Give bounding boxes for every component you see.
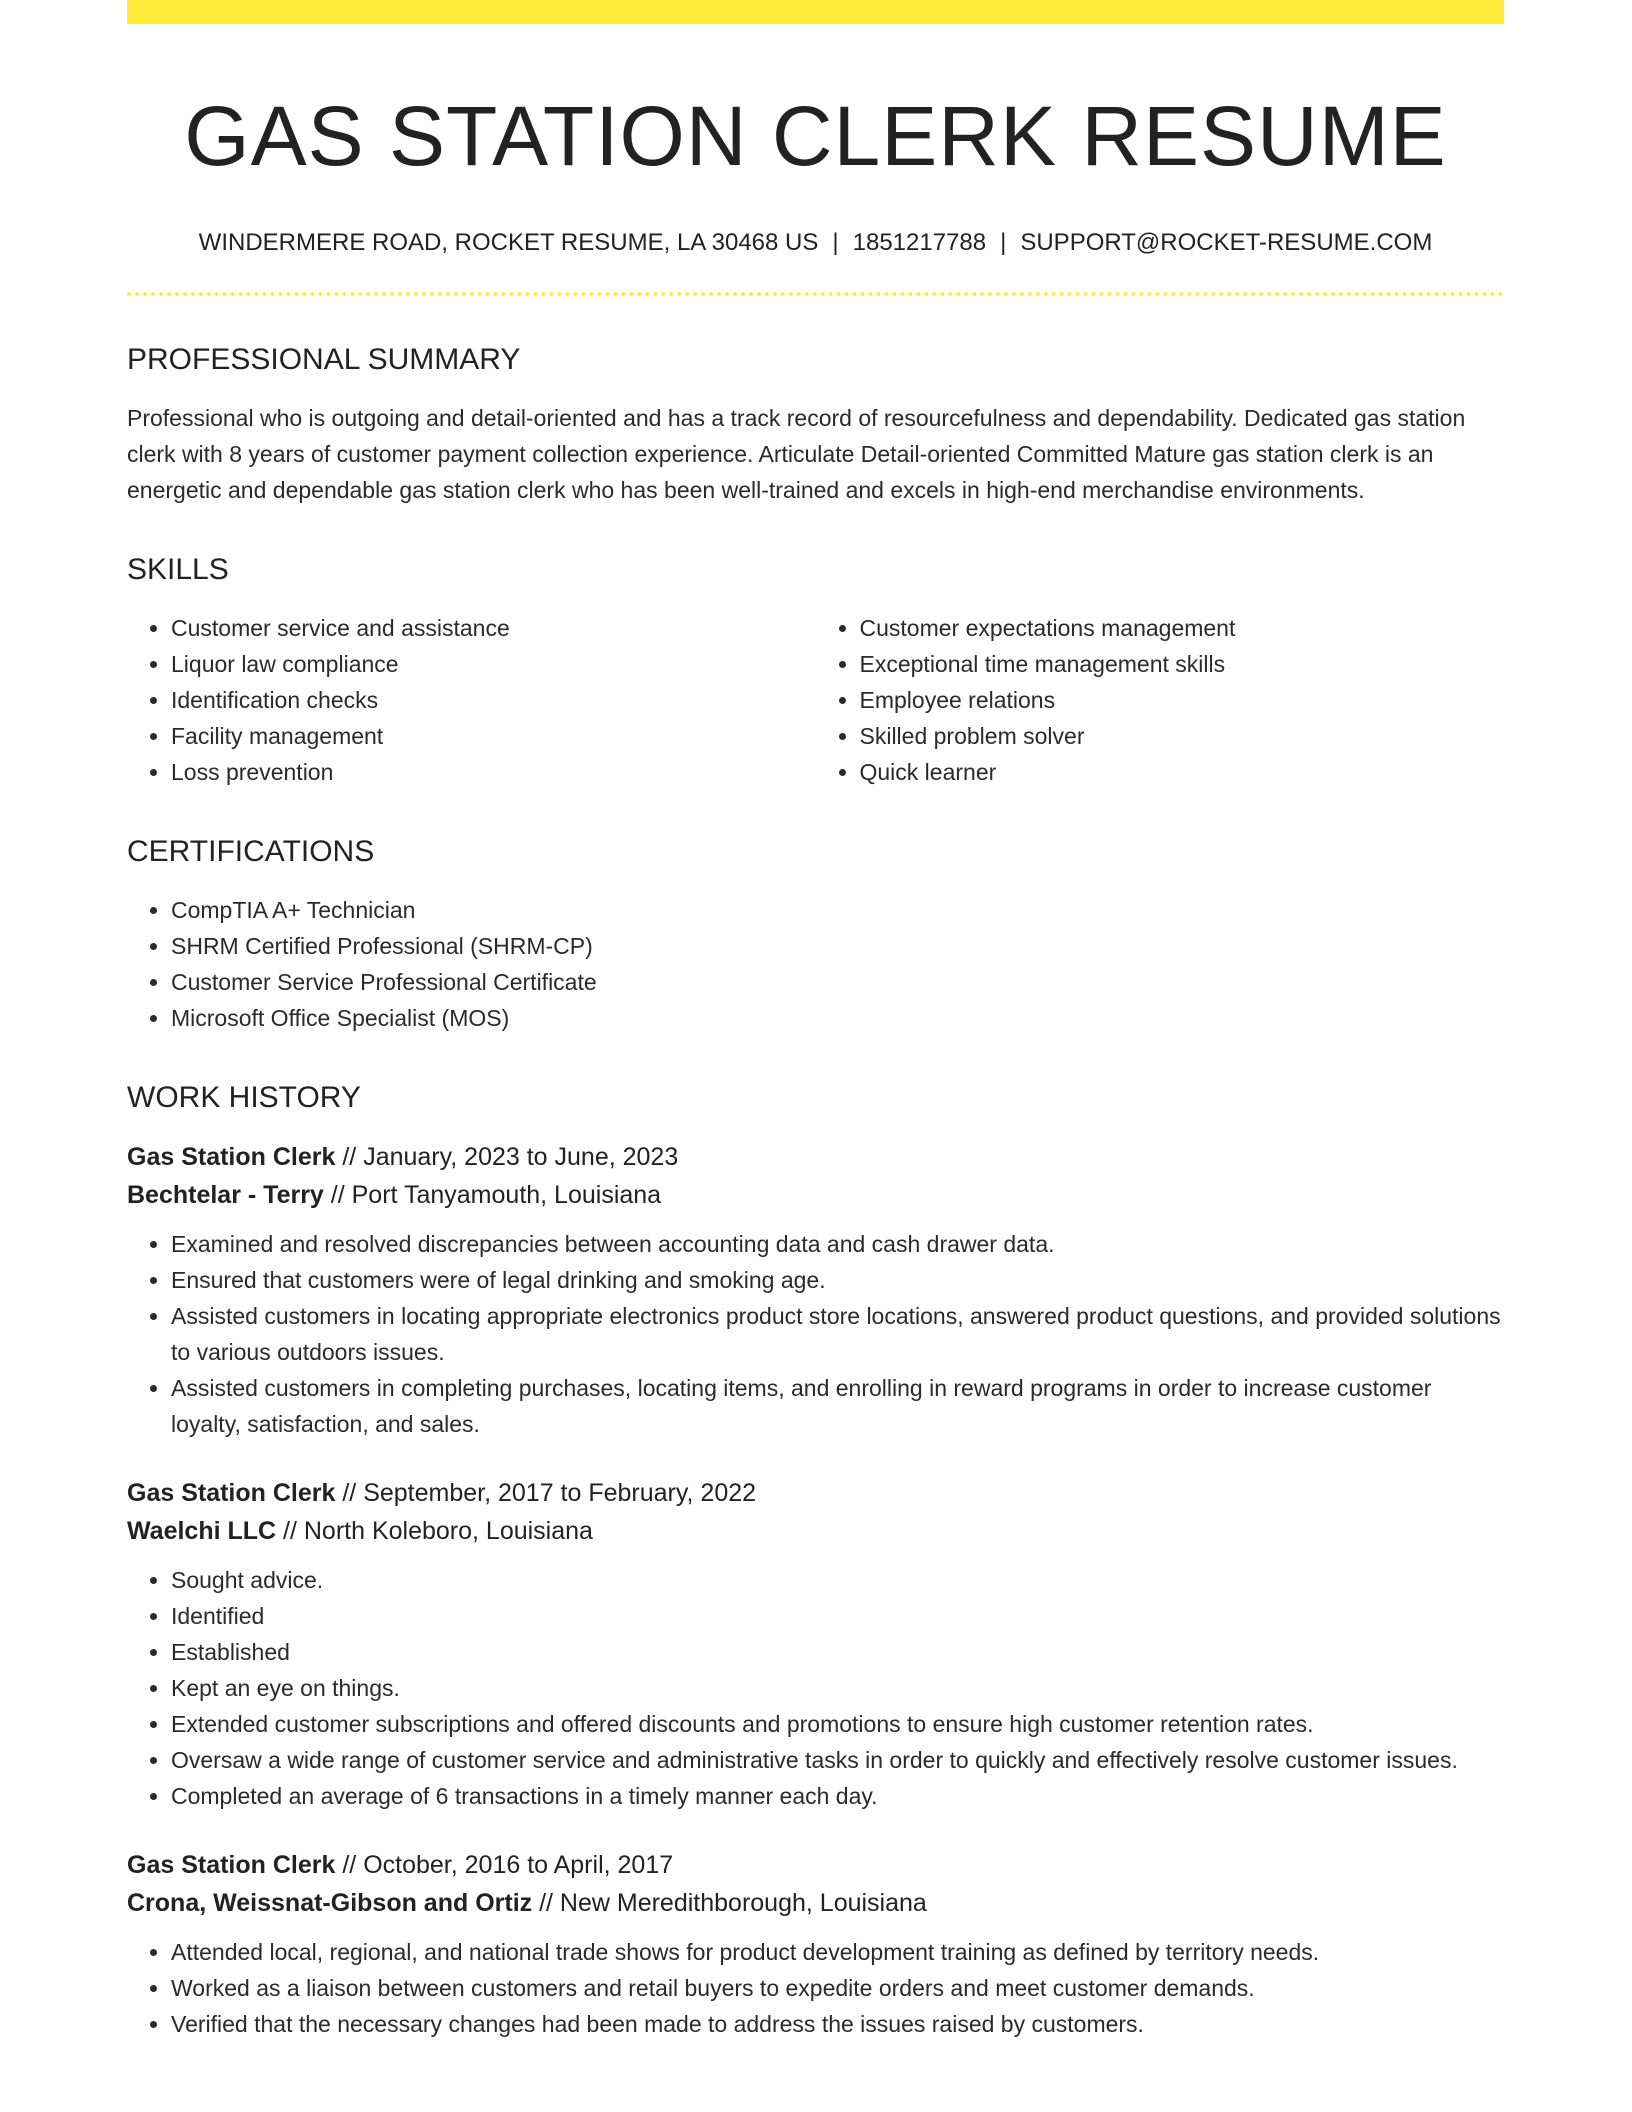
list-item: • Established [171,1634,1504,1670]
job-bullets [127,1934,1504,2042]
list-item: • SHRM Certified Professional (SHRM-CP) [171,928,1504,964]
list-item: • Quick learner [860,754,1505,790]
job-dates: // January, 2023 to June, 2023 [335,1142,679,1171]
list-item: • Kept an eye on things. [171,1670,1504,1706]
job-title: Gas Station Clerk [127,1850,336,1879]
list-item: • Completed an average of 6 transactions in a timely manner each day. [171,1778,1504,1814]
list-item: • Extended customer subscriptions and offered discounts and promotions to ensure high customer retention rates. [171,1706,1504,1742]
list-item: • Skilled problem solver [860,718,1505,754]
skills-columns [127,610,1504,790]
skills-heading: SKILLS [127,552,229,586]
list-item: • Customer Service Professional Certificate [171,964,1504,1000]
list-item: • Customer expectations management [860,610,1505,646]
job-company: Waelchi LLC [127,1516,277,1545]
job-location: // New Meredithborough, Louisiana [532,1888,927,1917]
summary-section [127,342,1504,508]
summary-heading: PROFESSIONAL SUMMARY [127,342,521,376]
summary-text: Professional who is outgoing and detail-oriented and has a track record of resourcefulness and dependability. Dedicated gas station clerk with 8 years of customer payment collection experience. Articulate Detail-oriented Committed Mature gas station clerk is an energetic and dependable gas station clerk who has been well-trained and excels in high-end merchandise environments. [127,404,1466,503]
list-item: • Examined and resolved discrepancies between accounting data and cash drawer data. [171,1226,1504,1262]
skills-section [127,552,1504,790]
job-title-line [127,1474,1504,1512]
list-item: • Facility management [171,718,816,754]
job-title-line [127,1138,1504,1176]
job-title-line [127,1846,1504,1884]
resume-title: GAS STATION CLERK RESUME [184,89,1447,183]
job-entry [127,1474,1504,1814]
job-location: // Port Tanyamouth, Louisiana [323,1180,662,1209]
list-item: • Identified [171,1598,1504,1634]
list-item: • Employee relations [860,682,1505,718]
list-item: • Worked as a liaison between customers and retail buyers to expedite orders and meet customer demands. [171,1970,1504,2006]
job-dates: // October, 2016 to April, 2017 [335,1850,674,1879]
job-company-line [127,1512,1504,1550]
list-item: • Exceptional time management skills [860,646,1505,682]
list-item: • Oversaw a wide range of customer service and administrative tasks in order to quickly and effectively resolve customer issues. [171,1742,1504,1778]
contact-email: SUPPORT@ROCKET-RESUME.COM [1020,228,1433,256]
job-entry [127,1138,1504,1442]
job-location: // North Koleboro, Louisiana [276,1516,593,1545]
job-bullets [127,1562,1504,1814]
accent-bar [127,0,1504,24]
list-item: • Ensured that customers were of legal drinking and smoking age. [171,1262,1504,1298]
work-history-heading: WORK HISTORY [127,1080,361,1114]
job-title: Gas Station Clerk [127,1478,336,1507]
list-item: • Attended local, regional, and national trade shows for product development training as defined by territory needs. [171,1934,1504,1970]
job-dates: // September, 2017 to February, 2022 [335,1478,757,1507]
contact-separator: | [1000,228,1007,256]
job-company-line [127,1884,1504,1922]
list-item: • Assisted customers in locating appropriate electronics product store locations, answered product questions, and provided solutions to various outdoors issues. [171,1298,1504,1370]
job-company: Bechtelar - Terry [127,1180,324,1209]
skills-list-left [127,610,816,790]
resume-page [127,0,1504,2074]
contact-separator: | [832,228,839,256]
list-item: • CompTIA A+ Technician [171,892,1504,928]
job-title: Gas Station Clerk [127,1142,336,1171]
certifications-section [127,834,1504,1036]
list-item: • Customer service and assistance [171,610,816,646]
contact-phone: 1851217788 [852,228,987,256]
list-item: • Liquor law compliance [171,646,816,682]
work-history-section [127,1080,1504,2042]
list-item: • Microsoft Office Specialist (MOS) [171,1000,1504,1036]
certifications-list [127,892,1504,1036]
list-item: • Assisted customers in completing purchases, locating items, and enrolling in reward programs in order to increase customer loyalty, satisfaction, and sales. [171,1370,1504,1442]
contact-address: WINDERMERE ROAD, ROCKET RESUME, LA 30468 US [198,228,819,256]
list-item: • Identification checks [171,682,816,718]
dotted-divider [127,292,1504,296]
job-company-line [127,1176,1504,1214]
job-company: Crona, Weissnat-Gibson and Ortiz [127,1888,533,1917]
contact-line [127,227,1504,258]
list-item: • Loss prevention [171,754,816,790]
certifications-heading: CERTIFICATIONS [127,834,375,868]
list-item: • Verified that the necessary changes had been made to address the issues raised by customers. [171,2006,1504,2042]
list-item: • Sought advice. [171,1562,1504,1598]
skills-list-right [816,610,1505,790]
job-bullets [127,1226,1504,1442]
job-entry [127,1846,1504,2042]
